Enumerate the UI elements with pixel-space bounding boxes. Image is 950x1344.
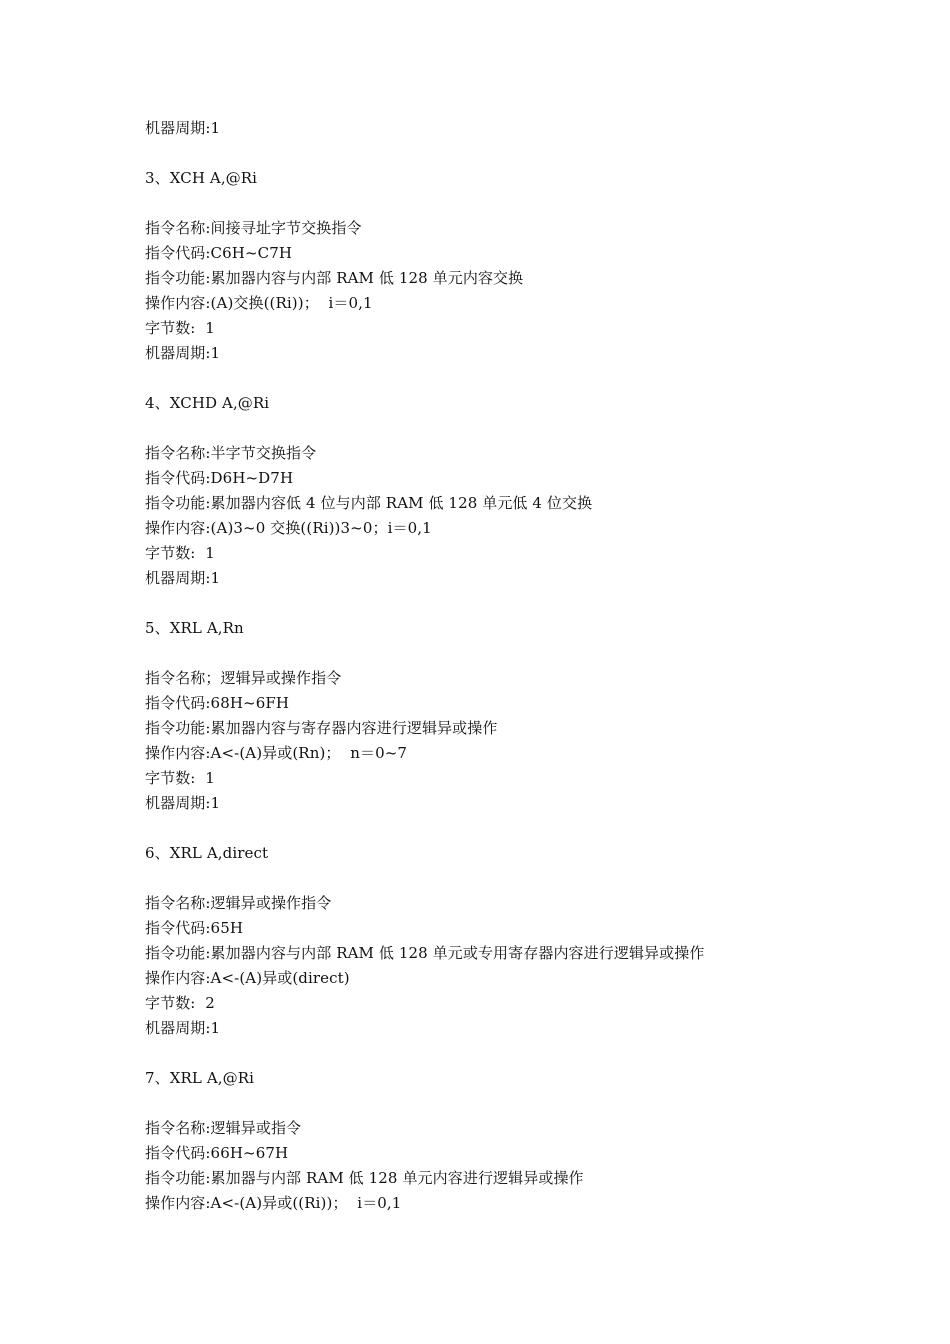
- text-line: 指令功能:累加器内容与寄存器内容进行逻辑异或操作: [145, 719, 498, 737]
- text-line: 指令名称:间接寻址字节交换指令: [145, 219, 362, 237]
- instruction-heading: 3、XCH A,@Ri: [145, 169, 258, 187]
- text-line: 字节数: 2: [145, 994, 215, 1012]
- blank-line: [145, 191, 905, 216]
- text-line: 指令代码:C6H~C7H: [145, 244, 293, 262]
- text-line: 字节数: 1: [145, 769, 215, 787]
- text-line: 字节数: 1: [145, 544, 215, 562]
- text-line: 指令名称；逻辑异或操作指令: [145, 669, 342, 687]
- instruction-heading: 4、XCHD A,@Ri: [145, 394, 270, 412]
- instruction-heading: 6、XRL A,direct: [145, 844, 269, 862]
- text-line: 字节数: 1: [145, 319, 215, 337]
- document-body: [145, 116, 905, 1216]
- text-line: 指令名称:逻辑异或操作指令: [145, 894, 332, 912]
- text-line: 机器周期:1: [145, 119, 221, 137]
- text-line: 指令代码:D6H~D7H: [145, 469, 294, 487]
- text-line: 机器周期:1: [145, 1019, 221, 1037]
- blank-line: [145, 141, 905, 166]
- text-line: 指令功能:累加器内容低 4 位与内部 RAM 低 128 单元低 4 位交换: [145, 494, 593, 512]
- text-line: 机器周期:1: [145, 794, 221, 812]
- text-line: 指令功能:累加器内容与内部 RAM 低 128 单元内容交换: [145, 269, 524, 287]
- text-line: 指令功能:累加器内容与内部 RAM 低 128 单元或专用寄存器内容进行逻辑异或操作: [145, 944, 705, 962]
- text-line: 机器周期:1: [145, 344, 221, 362]
- blank-line: [145, 1091, 905, 1116]
- blank-line: [145, 591, 905, 616]
- text-line: 指令名称:半字节交换指令: [145, 444, 317, 462]
- text-line: 指令功能:累加器与内部 RAM 低 128 单元内容进行逻辑异或操作: [145, 1169, 584, 1187]
- text-line: 操作内容:A<-(A)异或((Ri))； i＝0,1: [145, 1194, 402, 1212]
- text-line: 操作内容:A<-(A)异或(Rn)； n＝0~7: [145, 744, 408, 762]
- blank-line: [145, 1041, 905, 1066]
- blank-line: [145, 866, 905, 891]
- instruction-heading: 7、XRL A,@Ri: [145, 1069, 255, 1087]
- text-line: 操作内容:A<-(A)异或(direct): [145, 969, 350, 987]
- blank-line: [145, 366, 905, 391]
- text-line: 指令代码:68H~6FH: [145, 694, 290, 712]
- text-line: 操作内容:(A)3~0 交换((Ri))3~0；i＝0,1: [145, 519, 432, 537]
- blank-line: [145, 816, 905, 841]
- instruction-heading: 5、XRL A,Rn: [145, 619, 244, 637]
- text-line: 操作内容:(A)交换((Ri))； i＝0,1: [145, 294, 373, 312]
- text-line: 指令代码:65H: [145, 919, 244, 937]
- text-line: 指令代码:66H~67H: [145, 1144, 289, 1162]
- blank-line: [145, 416, 905, 441]
- text-line: 指令名称:逻辑异或指令: [145, 1119, 302, 1137]
- blank-line: [145, 641, 905, 666]
- text-line: 机器周期:1: [145, 569, 221, 587]
